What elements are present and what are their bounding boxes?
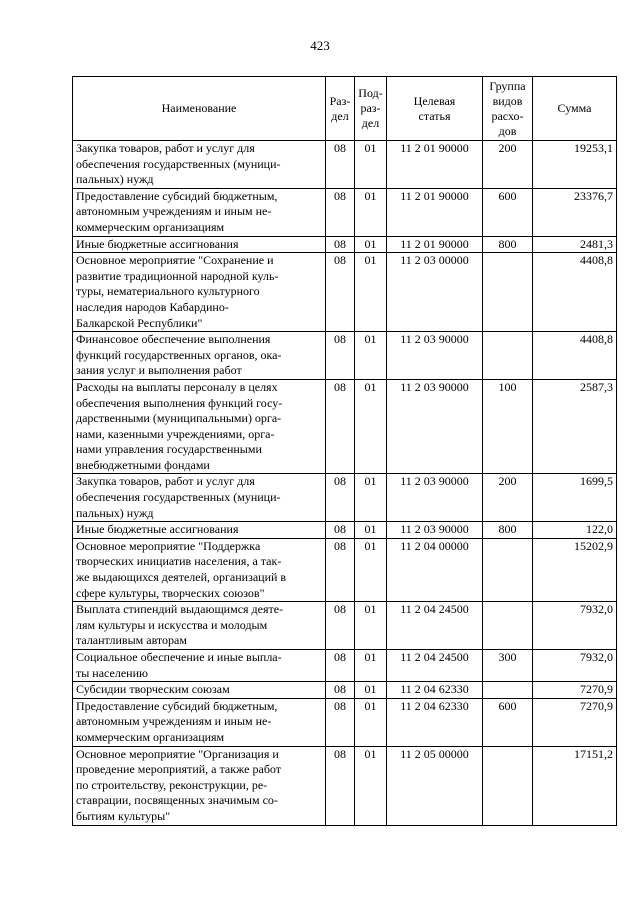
page-number: 423 — [310, 38, 330, 53]
row-gruppa: 200 — [483, 474, 533, 522]
row-summa: 4408,8 — [533, 253, 617, 332]
row-name: Расходы на выплаты персоналу в целях обеспечения выполнения функций госу- дарственными (муниципальными) орга- нами, казенными учреждениями, орга- нами управления государственными внебюджетными фондами — [73, 379, 326, 474]
header-row — [73, 77, 617, 141]
row-podrazdel: 01 — [355, 650, 387, 682]
row-podrazdel: 01 — [355, 141, 387, 189]
row-podrazdel: 01 — [355, 188, 387, 236]
row-name: Основное мероприятие "Поддержка творческих инициатив населения, а так- же выдающихся деятелей, организаций в сфере культуры, творческих союзов" — [73, 538, 326, 601]
header-gruppa: Группа видов расхо- дов — [483, 77, 533, 141]
row-gruppa — [483, 538, 533, 601]
row-summa: 122,0 — [533, 522, 617, 539]
row-statya: 11 2 04 00000 — [387, 538, 483, 601]
table-row — [73, 602, 617, 650]
row-podrazdel: 01 — [355, 236, 387, 253]
row-name: Основное мероприятие "Сохранение и развитие традиционной народной куль- туры, нематериального культурного наследия народов Кабардино- Балкарской Республики" — [73, 253, 326, 332]
row-name: Предоставление субсидий бюджетным, автономным учреждениям и иным не- коммерческим организациям — [73, 188, 326, 236]
row-statya: 11 2 03 00000 — [387, 253, 483, 332]
row-summa: 15202,9 — [533, 538, 617, 601]
row-name: Выплата стипендий выдающимся деяте- лям культуры и искусства и молодым талантливым авторам — [73, 602, 326, 650]
row-summa: 7270,9 — [533, 698, 617, 746]
row-summa: 17151,2 — [533, 746, 617, 825]
row-razdel: 08 — [326, 188, 355, 236]
row-podrazdel: 01 — [355, 682, 387, 699]
row-name: Иные бюджетные ассигнования — [73, 236, 326, 253]
row-name: Закупка товаров, работ и услуг для обеспечения государственных (муници- пальных) нужд — [73, 474, 326, 522]
row-gruppa: 100 — [483, 379, 533, 474]
row-razdel: 08 — [326, 746, 355, 825]
table-row — [73, 650, 617, 682]
row-summa: 7270,9 — [533, 682, 617, 699]
row-gruppa — [483, 332, 533, 380]
row-razdel: 08 — [326, 474, 355, 522]
row-name: Финансовое обеспечение выполнения функций государственных органов, ока- зания услуг и выполнения работ — [73, 332, 326, 380]
row-podrazdel: 01 — [355, 522, 387, 539]
row-summa: 7932,0 — [533, 650, 617, 682]
row-name: Социальное обеспечение и иные выпла- ты населению — [73, 650, 326, 682]
row-podrazdel: 01 — [355, 253, 387, 332]
table-row — [73, 746, 617, 825]
row-statya: 11 2 03 90000 — [387, 474, 483, 522]
table-row — [73, 474, 617, 522]
row-statya: 11 2 04 24500 — [387, 602, 483, 650]
row-gruppa: 800 — [483, 522, 533, 539]
row-statya: 11 2 04 62330 — [387, 682, 483, 699]
row-statya: 11 2 05 00000 — [387, 746, 483, 825]
table-row — [73, 698, 617, 746]
row-razdel: 08 — [326, 141, 355, 189]
row-statya: 11 2 04 24500 — [387, 650, 483, 682]
row-statya: 11 2 01 90000 — [387, 236, 483, 253]
header-statya: Целевая статья — [387, 77, 483, 141]
row-summa: 4408,8 — [533, 332, 617, 380]
row-podrazdel: 01 — [355, 474, 387, 522]
row-razdel: 08 — [326, 538, 355, 601]
row-summa: 2587,3 — [533, 379, 617, 474]
row-summa: 19253,1 — [533, 141, 617, 189]
row-razdel: 08 — [326, 332, 355, 380]
table-row — [73, 522, 617, 539]
row-statya: 11 2 03 90000 — [387, 379, 483, 474]
row-summa: 1699,5 — [533, 474, 617, 522]
row-gruppa — [483, 602, 533, 650]
table-row — [73, 682, 617, 699]
row-statya: 11 2 04 62330 — [387, 698, 483, 746]
table-row — [73, 141, 617, 189]
header-summa: Сумма — [533, 77, 617, 141]
row-name: Предоставление субсидий бюджетным, автономным учреждениям и иным не- коммерческим организациям — [73, 698, 326, 746]
row-razdel: 08 — [326, 379, 355, 474]
header-podrazdel: Под- раз- дел — [355, 77, 387, 141]
header-name: Наименование — [73, 77, 326, 141]
table-row — [73, 253, 617, 332]
row-gruppa — [483, 746, 533, 825]
row-statya: 11 2 03 90000 — [387, 522, 483, 539]
table-row — [73, 332, 617, 380]
row-statya: 11 2 01 90000 — [387, 188, 483, 236]
row-gruppa — [483, 682, 533, 699]
table-body — [73, 141, 617, 826]
row-razdel: 08 — [326, 682, 355, 699]
row-podrazdel: 01 — [355, 332, 387, 380]
row-podrazdel: 01 — [355, 538, 387, 601]
row-razdel: 08 — [326, 602, 355, 650]
row-gruppa: 200 — [483, 141, 533, 189]
row-name: Субсидии творческим союзам — [73, 682, 326, 699]
row-gruppa: 300 — [483, 650, 533, 682]
row-name: Иные бюджетные ассигнования — [73, 522, 326, 539]
budget-table — [72, 76, 617, 826]
row-razdel: 08 — [326, 650, 355, 682]
row-statya: 11 2 01 90000 — [387, 141, 483, 189]
row-razdel: 08 — [326, 253, 355, 332]
row-gruppa: 600 — [483, 188, 533, 236]
row-gruppa: 600 — [483, 698, 533, 746]
row-gruppa — [483, 253, 533, 332]
row-podrazdel: 01 — [355, 746, 387, 825]
table-row — [73, 236, 617, 253]
row-razdel: 08 — [326, 698, 355, 746]
header-razdel: Раз- дел — [326, 77, 355, 141]
row-podrazdel: 01 — [355, 698, 387, 746]
row-summa: 7932,0 — [533, 602, 617, 650]
row-name: Закупка товаров, работ и услуг для обеспечения государственных (муници- пальных) нужд — [73, 141, 326, 189]
row-razdel: 08 — [326, 522, 355, 539]
row-gruppa: 800 — [483, 236, 533, 253]
row-summa: 2481,3 — [533, 236, 617, 253]
table-row — [73, 538, 617, 601]
row-razdel: 08 — [326, 236, 355, 253]
row-podrazdel: 01 — [355, 379, 387, 474]
table-row — [73, 188, 617, 236]
table-row — [73, 379, 617, 474]
row-summa: 23376,7 — [533, 188, 617, 236]
row-statya: 11 2 03 90000 — [387, 332, 483, 380]
row-podrazdel: 01 — [355, 602, 387, 650]
row-name: Основное мероприятие "Организация и проведение мероприятий, а также работ по строительству, реконструкции, ре- ставрации, посвященных значимым со- бытиям культуры" — [73, 746, 326, 825]
